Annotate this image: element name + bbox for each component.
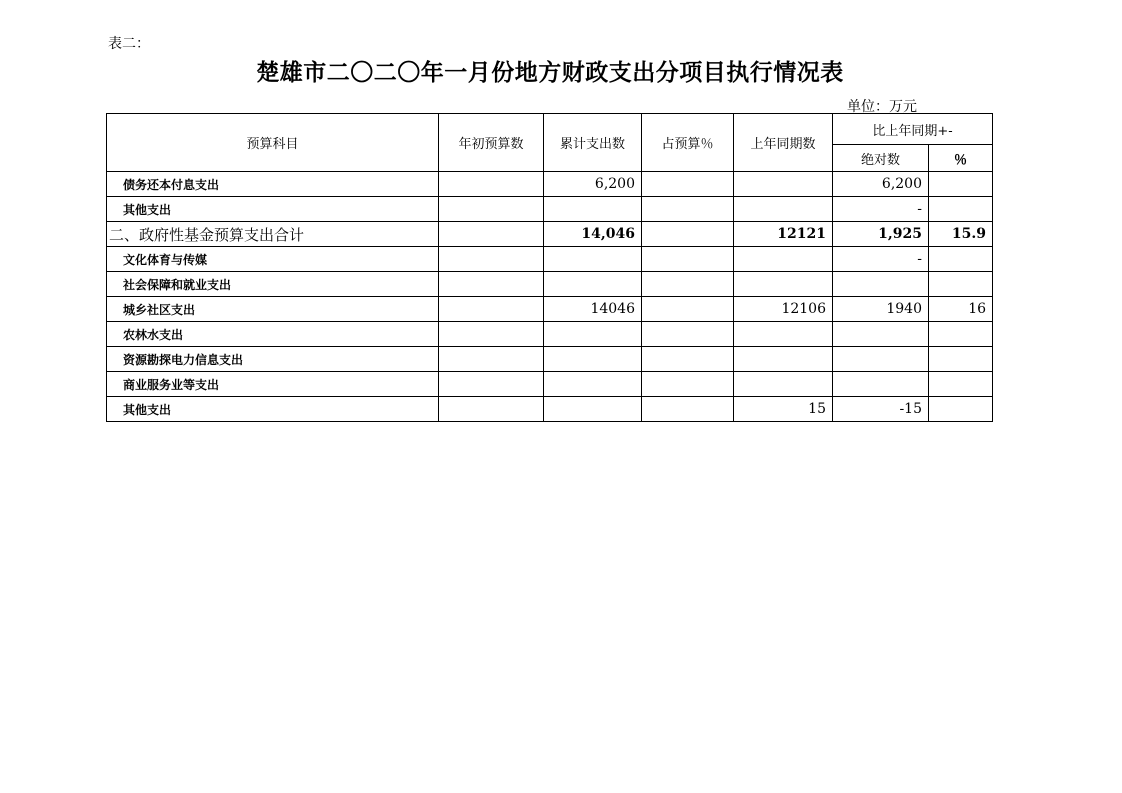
- row-cumulative: [544, 372, 642, 397]
- row-last-year: 12106: [734, 297, 833, 322]
- row-absolute: 1,925: [833, 222, 929, 247]
- row-item: 文化体育与传媒: [107, 247, 439, 272]
- row-percent: [929, 322, 993, 347]
- row-item: 其他支出: [107, 197, 439, 222]
- row-absolute: 1940: [833, 297, 929, 322]
- table-row: [107, 372, 993, 397]
- table-row: [107, 297, 993, 322]
- row-pct-budget: [642, 272, 734, 297]
- row-pct-budget: [642, 297, 734, 322]
- row-initial-budget: [439, 322, 544, 347]
- header-percent: ％: [929, 145, 993, 172]
- row-item: 债务还本付息支出: [107, 172, 439, 197]
- row-absolute: -: [833, 197, 929, 222]
- row-item: 资源勘探电力信息支出: [107, 347, 439, 372]
- row-initial-budget: [439, 172, 544, 197]
- row-absolute: -: [833, 247, 929, 272]
- header-pct-budget: 占预算％: [642, 114, 734, 172]
- row-absolute: -15: [833, 397, 929, 422]
- row-item: 商业服务业等支出: [107, 372, 439, 397]
- row-item: 二、政府性基金预算支出合计: [107, 222, 439, 247]
- row-last-year: 12121: [734, 222, 833, 247]
- row-initial-budget: [439, 247, 544, 272]
- table-row: [107, 247, 993, 272]
- row-last-year: [734, 172, 833, 197]
- row-percent: [929, 272, 993, 297]
- row-pct-budget: [642, 172, 734, 197]
- row-cumulative: 14046: [544, 297, 642, 322]
- table-row: [107, 397, 993, 422]
- row-absolute: [833, 322, 929, 347]
- row-absolute: [833, 347, 929, 372]
- row-initial-budget: [439, 372, 544, 397]
- row-percent: 16: [929, 297, 993, 322]
- row-pct-budget: [642, 347, 734, 372]
- row-absolute: [833, 272, 929, 297]
- row-last-year: [734, 372, 833, 397]
- row-last-year: [734, 197, 833, 222]
- row-last-year: [734, 272, 833, 297]
- row-cumulative: [544, 322, 642, 347]
- row-percent: [929, 347, 993, 372]
- row-cumulative: [544, 397, 642, 422]
- row-absolute: [833, 372, 929, 397]
- row-pct-budget: [642, 372, 734, 397]
- page-title: 楚雄市二〇二〇年一月份地方财政支出分项目执行情况表: [256, 60, 844, 86]
- table-row: [107, 322, 993, 347]
- row-pct-budget: [642, 222, 734, 247]
- header-yoy-group: 比上年同期+-: [833, 114, 993, 145]
- table-label: 表二：: [108, 36, 150, 52]
- header-absolute: 绝对数: [833, 145, 929, 172]
- table-row: [107, 272, 993, 297]
- row-cumulative: [544, 247, 642, 272]
- header-initial-budget: 年初预算数: [439, 114, 544, 172]
- row-last-year: [734, 322, 833, 347]
- row-absolute: 6,200: [833, 172, 929, 197]
- table-row: [107, 197, 993, 222]
- row-percent: [929, 247, 993, 272]
- unit-label: 单位：万元: [847, 99, 917, 115]
- row-cumulative: [544, 272, 642, 297]
- expenditure-table: [106, 113, 993, 422]
- row-item: 城乡社区支出: [107, 297, 439, 322]
- row-item: 其他支出: [107, 397, 439, 422]
- row-percent: 15.9: [929, 222, 993, 247]
- table-row: [107, 172, 993, 197]
- row-initial-budget: [439, 272, 544, 297]
- row-pct-budget: [642, 247, 734, 272]
- row-percent: [929, 172, 993, 197]
- row-item: 社会保障和就业支出: [107, 272, 439, 297]
- row-pct-budget: [642, 197, 734, 222]
- row-initial-budget: [439, 397, 544, 422]
- table-row: [107, 347, 993, 372]
- row-item: 农林水支出: [107, 322, 439, 347]
- row-initial-budget: [439, 197, 544, 222]
- row-last-year: [734, 247, 833, 272]
- row-last-year: 15: [734, 397, 833, 422]
- header-row-1: [107, 114, 993, 145]
- table-row-total: [107, 222, 993, 247]
- header-cumulative: 累计支出数: [544, 114, 642, 172]
- row-initial-budget: [439, 297, 544, 322]
- row-last-year: [734, 347, 833, 372]
- row-pct-budget: [642, 322, 734, 347]
- row-percent: [929, 372, 993, 397]
- header-item: 预算科目: [107, 114, 439, 172]
- header-last-year: 上年同期数: [734, 114, 833, 172]
- row-cumulative: 14,046: [544, 222, 642, 247]
- row-pct-budget: [642, 397, 734, 422]
- row-cumulative: [544, 347, 642, 372]
- row-percent: [929, 397, 993, 422]
- row-cumulative: [544, 197, 642, 222]
- row-initial-budget: [439, 222, 544, 247]
- row-initial-budget: [439, 347, 544, 372]
- row-cumulative: 6,200: [544, 172, 642, 197]
- row-percent: [929, 197, 993, 222]
